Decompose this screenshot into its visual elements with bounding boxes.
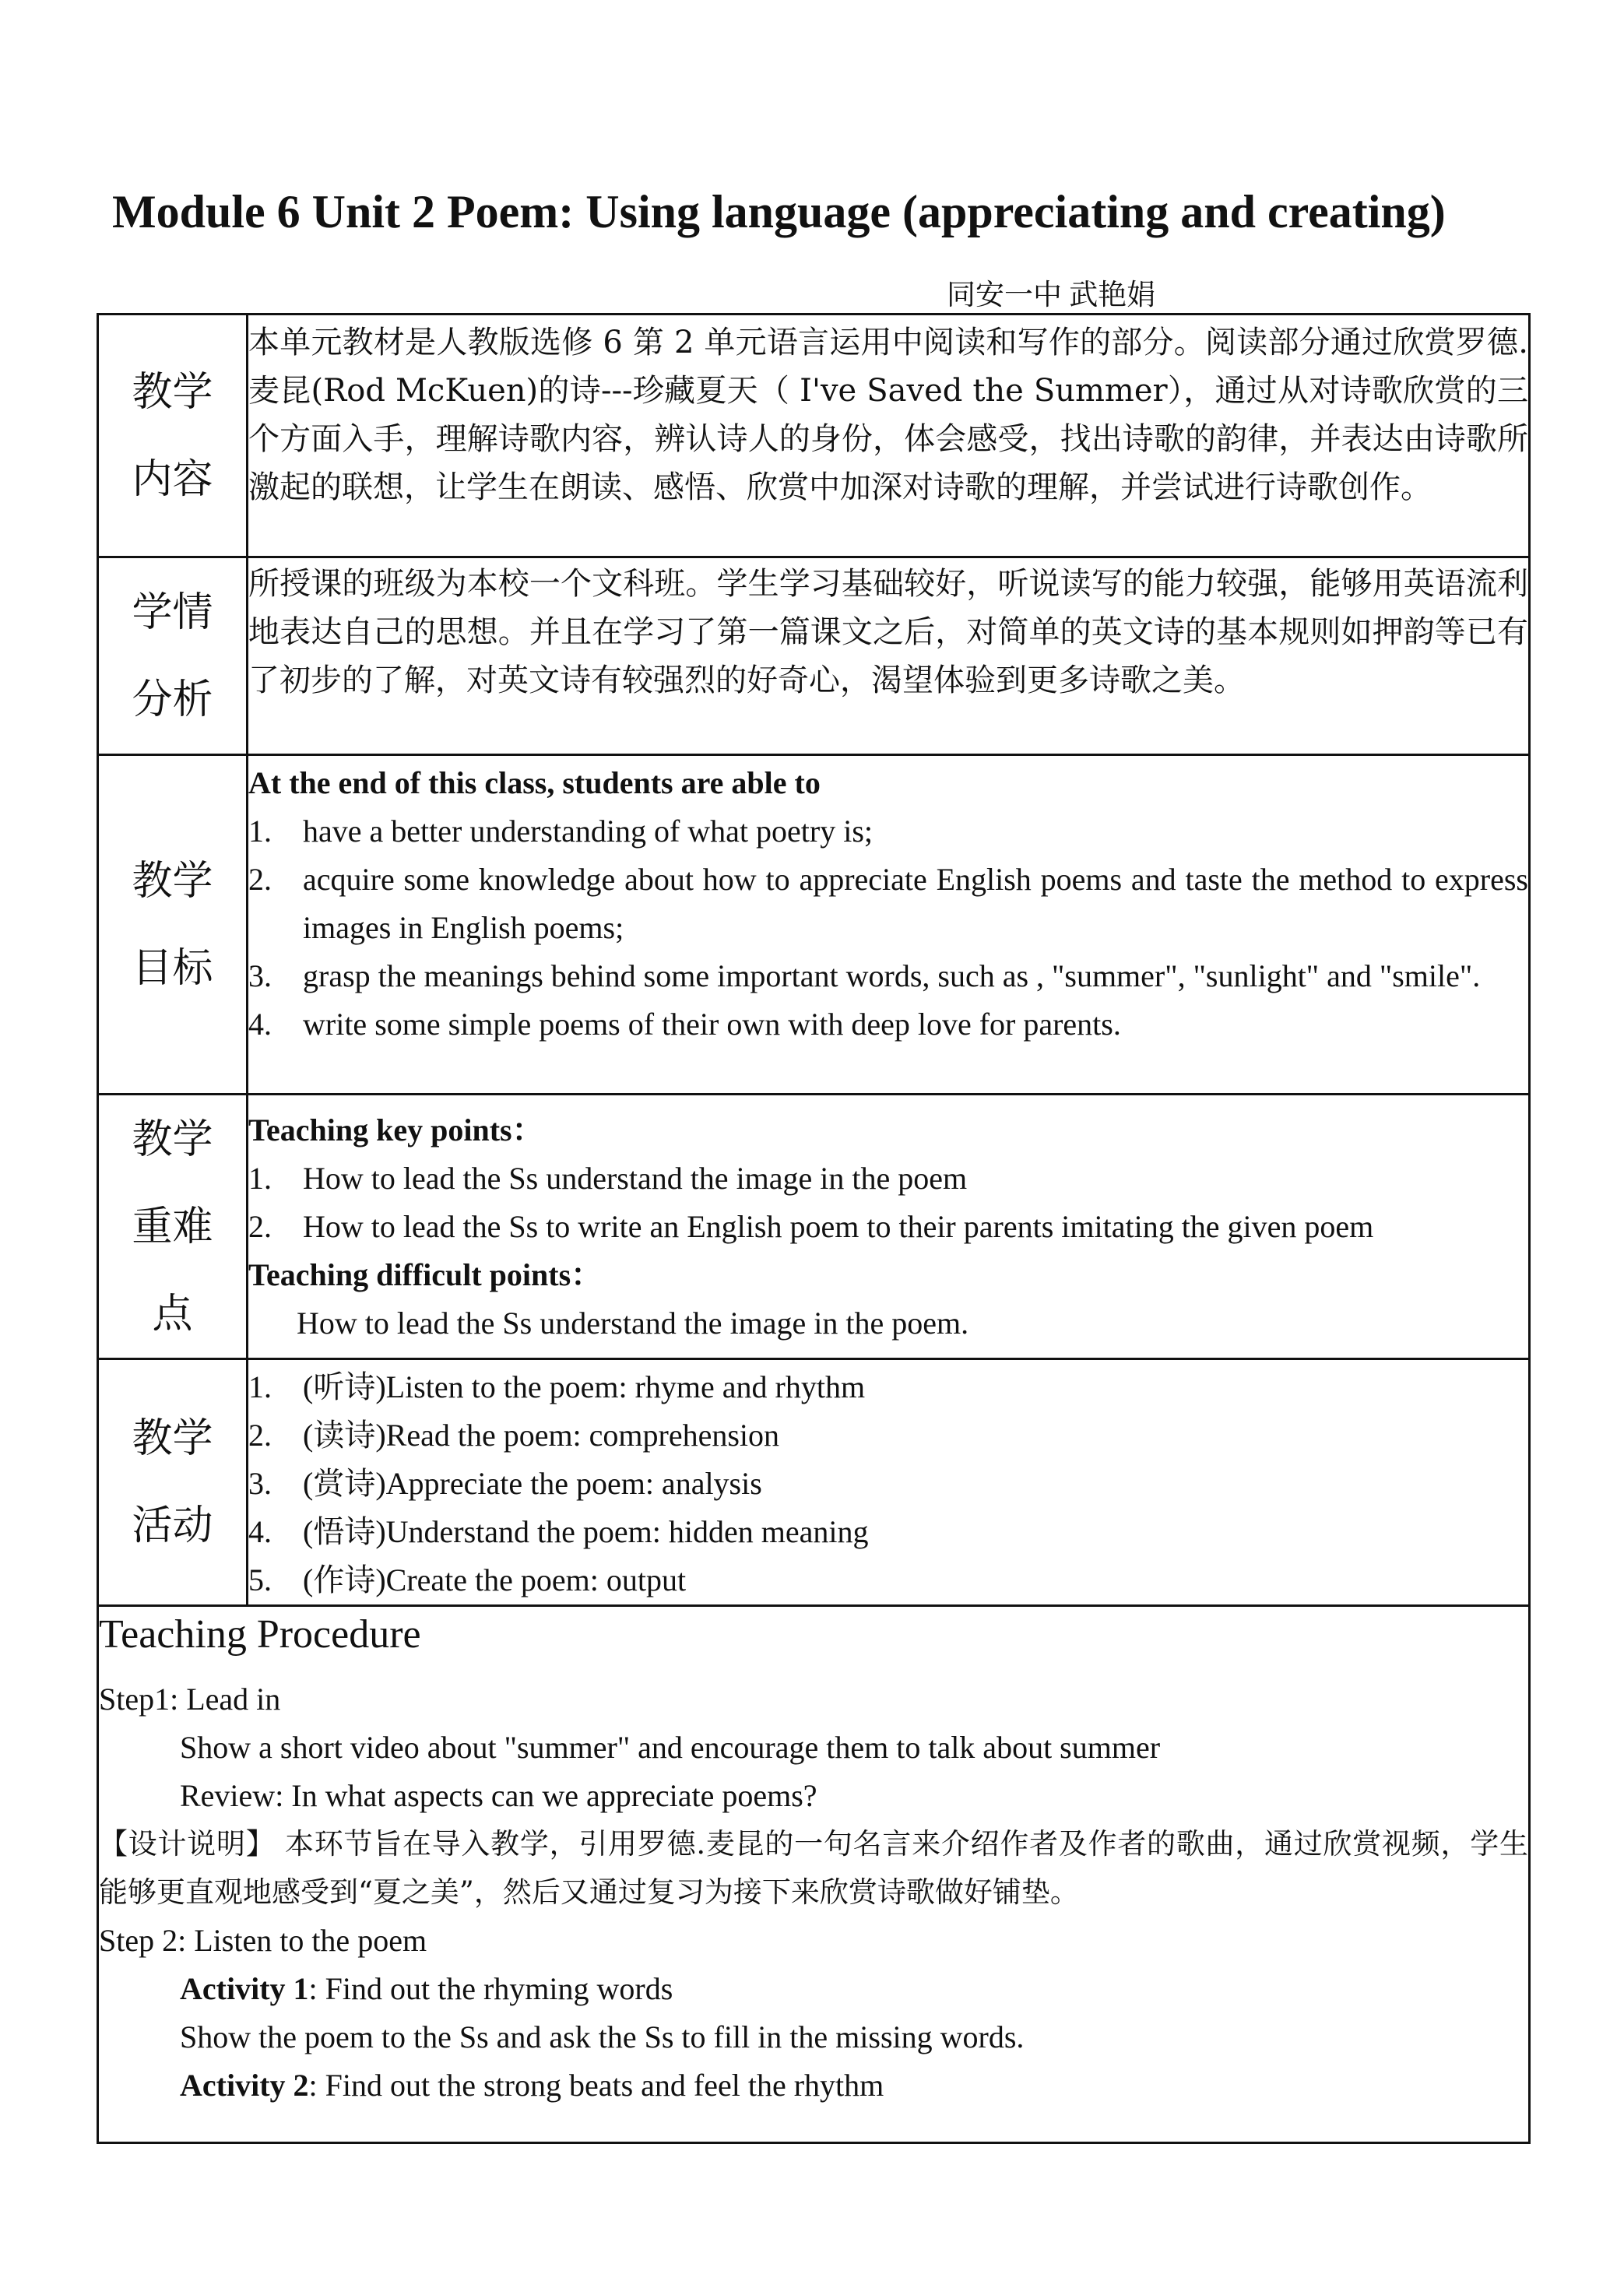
label-line: 内容 [132,455,213,503]
difficult-points-heading: Teaching difficult points： [248,1257,603,1292]
item-number: 5. [248,1562,272,1597]
key-points-list [248,1155,1528,1251]
item-text: (作诗)Create the poem: output [303,1562,687,1597]
design-note: 【设计说明】 本环节旨在导入教学，引用罗德.麦昆的一句名言来介绍作者及作者的歌曲，通过欣赏视频，学生能够更直观地感受到“夏之美”，然后又通过复习为接下来欣赏诗歌做好铺垫。 [99,1827,1528,1909]
row-teaching-procedure [98,1606,1530,2143]
row-teaching-activities [98,1359,1530,1606]
list-item [248,1411,1528,1460]
list-item [248,1556,1528,1604]
list-item [248,1460,1528,1508]
label-line: 目标 [132,944,213,992]
item-text: acquire some knowledge about how to appreciate English poems and taste the method to express images in English poems; [303,862,1528,945]
item-text: (听诗)Listen to the poem: rhyme and rhythm [303,1369,866,1404]
list-item [248,1000,1528,1049]
item-number: 3. [248,958,272,993]
label-line: 重难 [132,1203,213,1250]
activity2-label: Activity 2 [180,2068,309,2103]
step1-review: Review: In what aspects can we appreciate poems? [180,1778,817,1813]
activity1-detail: Show the poem to the Ss and ask the Ss to fill in the missing words. [180,2019,1025,2054]
label-line: 教学 [132,857,213,905]
item-number: 2. [248,862,272,897]
difficult-points-text: How to lead the Ss understand the image in the poem. [297,1306,969,1341]
label-line: 学情 [132,589,213,636]
item-text: grasp the meanings behind some important words, such as , "summer", "sunlight" and "smile". [303,958,1481,993]
student-analysis-text: 所授课的班级为本校一个文科班。学生学习基础较好，听说读写的能力较强，能够用英语流利地表达自己的思想。并且在学习了第一篇课文之后，对简单的英文诗的基本规则如押韵等已有了初步的了解，对英文诗有较强烈的好奇心，渴望体验到更多诗歌之美。 [248,557,1530,755]
label-teaching-activities [98,1359,248,1606]
row-student-analysis [98,557,1530,755]
label-line: 教学 [132,1116,213,1163]
item-text: (悟诗)Understand the poem: hidden meaning [303,1514,869,1549]
list-item [248,952,1528,1000]
procedure-heading: Teaching Procedure [99,1612,421,1657]
label-key-difficult-points [98,1095,248,1359]
activity2-text: : Find out the strong beats and feel the rhythm [308,2068,884,2103]
activity1-label: Activity 1 [180,1971,309,2006]
item-number: 2. [248,1209,272,1244]
label-line: 教学 [132,1415,213,1462]
row-key-difficult-points [98,1095,1530,1359]
document-title: Module 6 Unit 2 Poem: Using language (appreciating and creating) [112,186,1446,237]
lesson-plan-table [97,313,1531,2144]
item-number: 1. [248,1161,272,1196]
key-points-cell [248,1095,1530,1359]
activity1-text: : Find out the rhyming words [308,1971,673,2006]
row-teaching-objectives [98,755,1530,1095]
item-text: have a better understanding of what poetry is; [303,814,873,849]
activities-cell [248,1359,1530,1606]
author-line: 同安一中 武艳娟 [947,279,1156,311]
objectives-intro: At the end of this class, students are able to [248,765,821,800]
label-student-analysis [98,557,248,755]
activities-list [248,1363,1528,1604]
item-number: 1. [248,814,272,849]
label-line: 分析 [132,676,213,723]
step1-detail: Show a short video about "summer" and encourage them to talk about summer [180,1730,1161,1765]
label-teaching-objectives [98,755,248,1095]
item-text: write some simple poems of their own with deep love for parents. [303,1007,1121,1042]
item-number: 2. [248,1418,272,1453]
item-number: 4. [248,1514,272,1549]
item-text: How to lead the Ss understand the image in the poem [303,1161,968,1196]
objectives-list [248,807,1528,1049]
step2-heading: Step 2: Listen to the poem [99,1923,427,1958]
teaching-procedure-cell [98,1606,1530,2143]
step1-heading: Step1: Lead in [99,1682,281,1717]
key-points-heading: Teaching key points： [248,1112,543,1148]
list-item [248,1363,1528,1411]
item-text: How to lead the Ss to write an English poem to their parents imitating the given poem [303,1209,1374,1244]
item-text: (赏诗)Appreciate the poem: analysis [303,1466,762,1501]
item-number: 1. [248,1369,272,1404]
activity1-line [99,1965,1528,2013]
label-teaching-content [98,315,248,557]
row-teaching-content [98,315,1530,557]
item-number: 4. [248,1007,272,1042]
list-item [248,1508,1528,1556]
label-line: 点 [152,1290,193,1337]
item-number: 3. [248,1466,272,1501]
list-item [248,1155,1528,1203]
list-item [248,807,1528,856]
list-item [248,856,1528,952]
teaching-content-text: 本单元教材是人教版选修 6 第 2 单元语言运用中阅读和写作的部分。阅读部分通过欣赏罗德.麦昆(Rod McKuen)的诗---珍藏夏天（ I've Saved the Summer），通过从对诗歌欣赏的三个方面入手，理解诗歌内容，辨认诗人的身份，体会感受，找出诗歌的韵律，并表达由诗歌所激起的联想，让学生在朗读、感悟、欣赏中加深对诗歌的理解，并尝试进行诗歌创作。 [248,315,1530,557]
label-line: 活动 [132,1502,213,1549]
activity2-line [99,2061,1528,2110]
teaching-objectives-cell [248,755,1530,1095]
label-line: 教学 [132,368,213,416]
list-item [248,1203,1528,1251]
item-text: (读诗)Read the poem: comprehension [303,1418,780,1453]
